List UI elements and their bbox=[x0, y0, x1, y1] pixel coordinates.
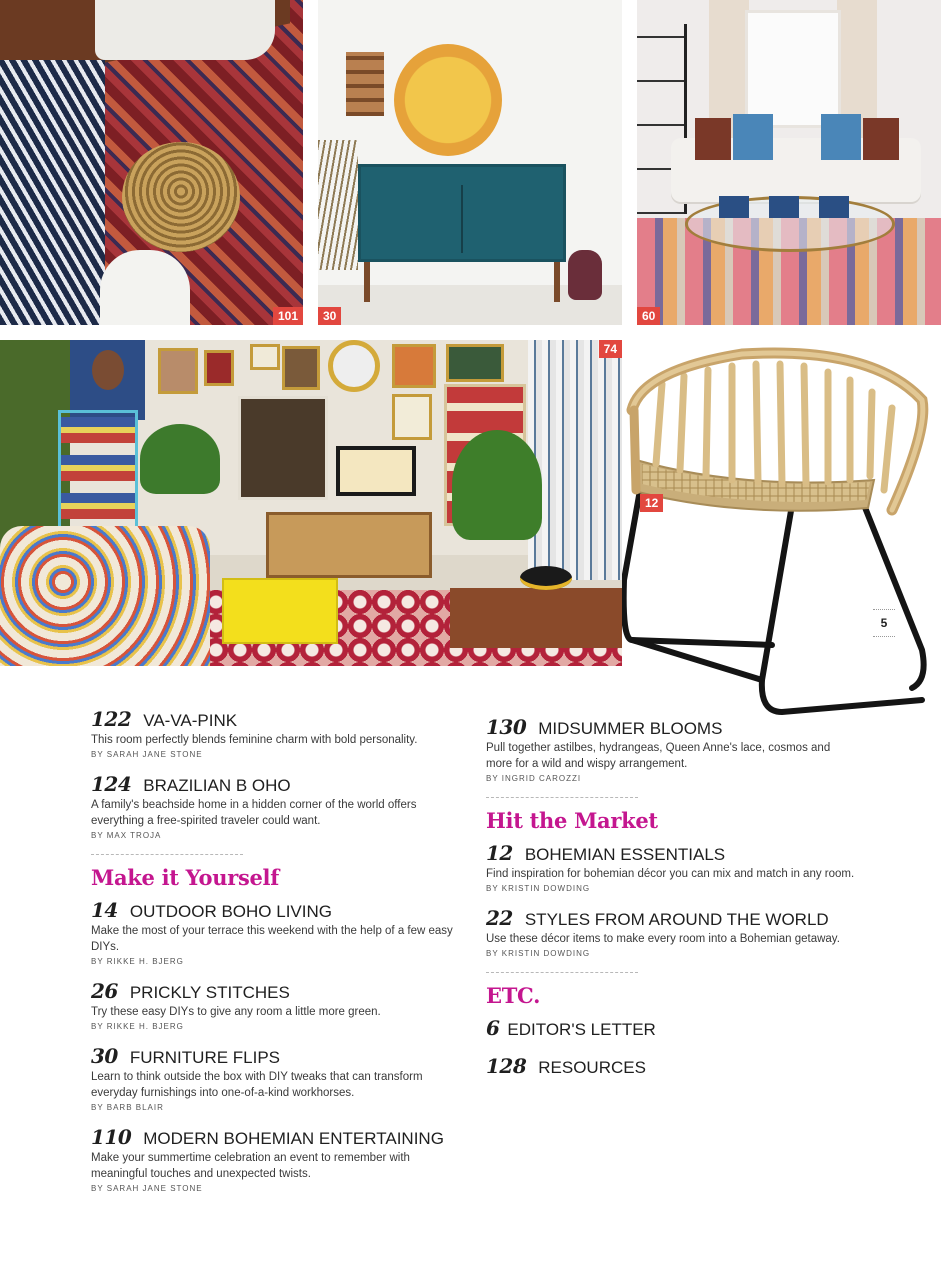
entry-page-number: 110 bbox=[91, 1125, 132, 1149]
floral-sofa bbox=[0, 526, 210, 666]
rattan-chair-illustration bbox=[622, 340, 941, 720]
toc-entry[interactable] bbox=[91, 899, 461, 968]
section-heading-make-it-yourself: Make it Yourself bbox=[91, 865, 279, 890]
entry-description: Pull together astilbes, hydrangeas, Queen Anne's lace, cosmos and more for a wild and wispy arrangement. bbox=[486, 742, 831, 770]
entry-title: BOHEMIAN ESSENTIALS bbox=[524, 845, 726, 864]
entry-byline: BY BARB BLAIR bbox=[91, 1103, 164, 1112]
entry-description: Find inspiration for bohemian décor you can mix and match in any room. bbox=[486, 868, 855, 880]
photo-teal-sideboard bbox=[318, 0, 622, 325]
entry-title: RESOURCES bbox=[538, 1058, 646, 1077]
toc-entry[interactable] bbox=[486, 1017, 856, 1041]
bird-of-paradise-plant bbox=[452, 430, 542, 540]
hat bbox=[520, 566, 572, 590]
portrait-painting bbox=[70, 340, 145, 420]
entry-page-number: 14 bbox=[91, 898, 118, 922]
toc-left-column bbox=[91, 708, 461, 1207]
entry-byline: BY KRISTIN DOWDING bbox=[486, 884, 591, 893]
section-divider bbox=[91, 854, 243, 855]
toc-entry[interactable] bbox=[486, 907, 856, 960]
jug bbox=[568, 250, 602, 300]
entry-page-number: 22 bbox=[486, 906, 513, 930]
entry-title: MODERN BOHEMIAN ENTERTAINING bbox=[143, 1129, 444, 1148]
sideboard-leg bbox=[554, 262, 560, 302]
section-heading-etc: ETC. bbox=[486, 983, 541, 1008]
toc-entry[interactable] bbox=[91, 1126, 461, 1195]
entry-byline: BY SARAH JANE STONE bbox=[91, 750, 203, 759]
entry-description: Make your summertime celebration an event to remember with meaningful touches and unexpected twists. bbox=[91, 1152, 410, 1180]
television bbox=[336, 446, 416, 496]
entry-page-number: 26 bbox=[91, 979, 118, 1003]
entry-title: VA-VA-PINK bbox=[143, 711, 238, 730]
entry-byline: BY MAX TROJA bbox=[91, 831, 162, 840]
entry-byline: BY RIKKE H. BJERG bbox=[91, 957, 184, 966]
framed-art bbox=[282, 346, 320, 390]
page-badge[interactable]: 30 bbox=[318, 307, 341, 325]
patterned-curtain bbox=[528, 340, 622, 580]
window bbox=[745, 10, 841, 128]
decorative-plate bbox=[394, 44, 502, 156]
entry-description: Make the most of your terrace this weekend with the help of a few easy DIYs. bbox=[91, 925, 453, 953]
framed-art bbox=[392, 344, 436, 388]
framed-art bbox=[204, 350, 234, 386]
entry-description: Learn to think outside the box with DIY tweaks that can transform everyday furnishings into one-of-a-kind workhorses. bbox=[91, 1071, 423, 1099]
section-heading-hit-the-market: Hit the Market bbox=[486, 808, 658, 833]
entry-description: A family's beachside home in a hidden corner of the world offers everything a free-spirited traveler could want. bbox=[91, 799, 417, 827]
entry-title: MIDSUMMER BLOOMS bbox=[538, 719, 723, 738]
rattan-pouf bbox=[122, 142, 240, 252]
toc-entry[interactable] bbox=[91, 773, 461, 842]
yellow-coffee-table bbox=[222, 578, 338, 644]
entry-title: EDITOR'S LETTER bbox=[507, 1020, 656, 1039]
teal-sideboard bbox=[358, 164, 566, 262]
dried-grass bbox=[318, 140, 358, 270]
wall-shelf bbox=[346, 52, 384, 116]
entry-page-number: 122 bbox=[91, 707, 132, 731]
framed-art bbox=[446, 344, 504, 382]
entry-page-number: 128 bbox=[486, 1054, 527, 1078]
toc-right-column bbox=[486, 716, 856, 1091]
blanket bbox=[95, 0, 275, 60]
fur-throw bbox=[100, 250, 190, 325]
entry-page-number: 30 bbox=[91, 1044, 118, 1068]
page-number: 5 bbox=[873, 609, 895, 637]
toc-entry[interactable] bbox=[486, 1055, 856, 1079]
photo-rattan-chair bbox=[622, 340, 941, 720]
pillow bbox=[863, 118, 899, 160]
round-mirror bbox=[328, 340, 380, 392]
toc-entry[interactable] bbox=[486, 842, 856, 895]
entry-title: STYLES FROM AROUND THE WORLD bbox=[524, 910, 829, 929]
page-badge[interactable]: 74 bbox=[599, 340, 622, 358]
photo-rug-pouf bbox=[0, 0, 303, 325]
large-portrait bbox=[238, 396, 328, 500]
framed-art bbox=[250, 344, 280, 370]
toc-entry[interactable] bbox=[91, 708, 461, 761]
fern-plant bbox=[140, 424, 220, 494]
toc-entry[interactable] bbox=[486, 716, 856, 785]
pillow bbox=[733, 114, 773, 160]
entry-title: FURNITURE FLIPS bbox=[129, 1048, 281, 1067]
wood-bench bbox=[450, 588, 622, 648]
entry-page-number: 6 bbox=[486, 1016, 500, 1040]
entry-description: Use these décor items to make every room into a Bohemian getaway. bbox=[486, 933, 840, 945]
entry-title: BRAZILIAN B OHO bbox=[143, 776, 291, 795]
books bbox=[719, 196, 869, 218]
framed-art bbox=[392, 394, 432, 440]
pillow bbox=[695, 118, 731, 160]
sideboard-leg bbox=[364, 262, 370, 302]
framed-art bbox=[158, 348, 198, 394]
photo-gallery-living-room bbox=[0, 340, 622, 666]
entry-title: OUTDOOR BOHO LIVING bbox=[129, 902, 332, 921]
page-badge[interactable]: 12 bbox=[640, 494, 663, 512]
entry-description: This room perfectly blends feminine charm with bold personality. bbox=[91, 734, 418, 746]
pillow bbox=[821, 114, 861, 160]
entry-description: Try these easy DIYs to give any room a little more green. bbox=[91, 1006, 381, 1018]
credenza bbox=[266, 512, 432, 578]
pillow bbox=[0, 60, 105, 325]
entry-page-number: 130 bbox=[486, 715, 527, 739]
entry-title: PRICKLY STITCHES bbox=[129, 983, 290, 1002]
toc-entry[interactable] bbox=[91, 1045, 461, 1114]
entry-byline: BY INGRID CAROZZI bbox=[486, 774, 582, 783]
page-badge[interactable]: 60 bbox=[637, 307, 660, 325]
photo-sofa-coffee-table bbox=[637, 0, 941, 325]
entry-byline: BY RIKKE H. BJERG bbox=[91, 1022, 184, 1031]
entry-page-number: 124 bbox=[91, 772, 132, 796]
toc-entry[interactable] bbox=[91, 980, 461, 1033]
entry-byline: BY KRISTIN DOWDING bbox=[486, 949, 591, 958]
page-badge[interactable]: 101 bbox=[273, 307, 303, 325]
entry-page-number: 12 bbox=[486, 841, 513, 865]
section-divider bbox=[486, 972, 638, 973]
entry-byline: BY SARAH JANE STONE bbox=[91, 1184, 203, 1193]
section-divider bbox=[486, 797, 638, 798]
